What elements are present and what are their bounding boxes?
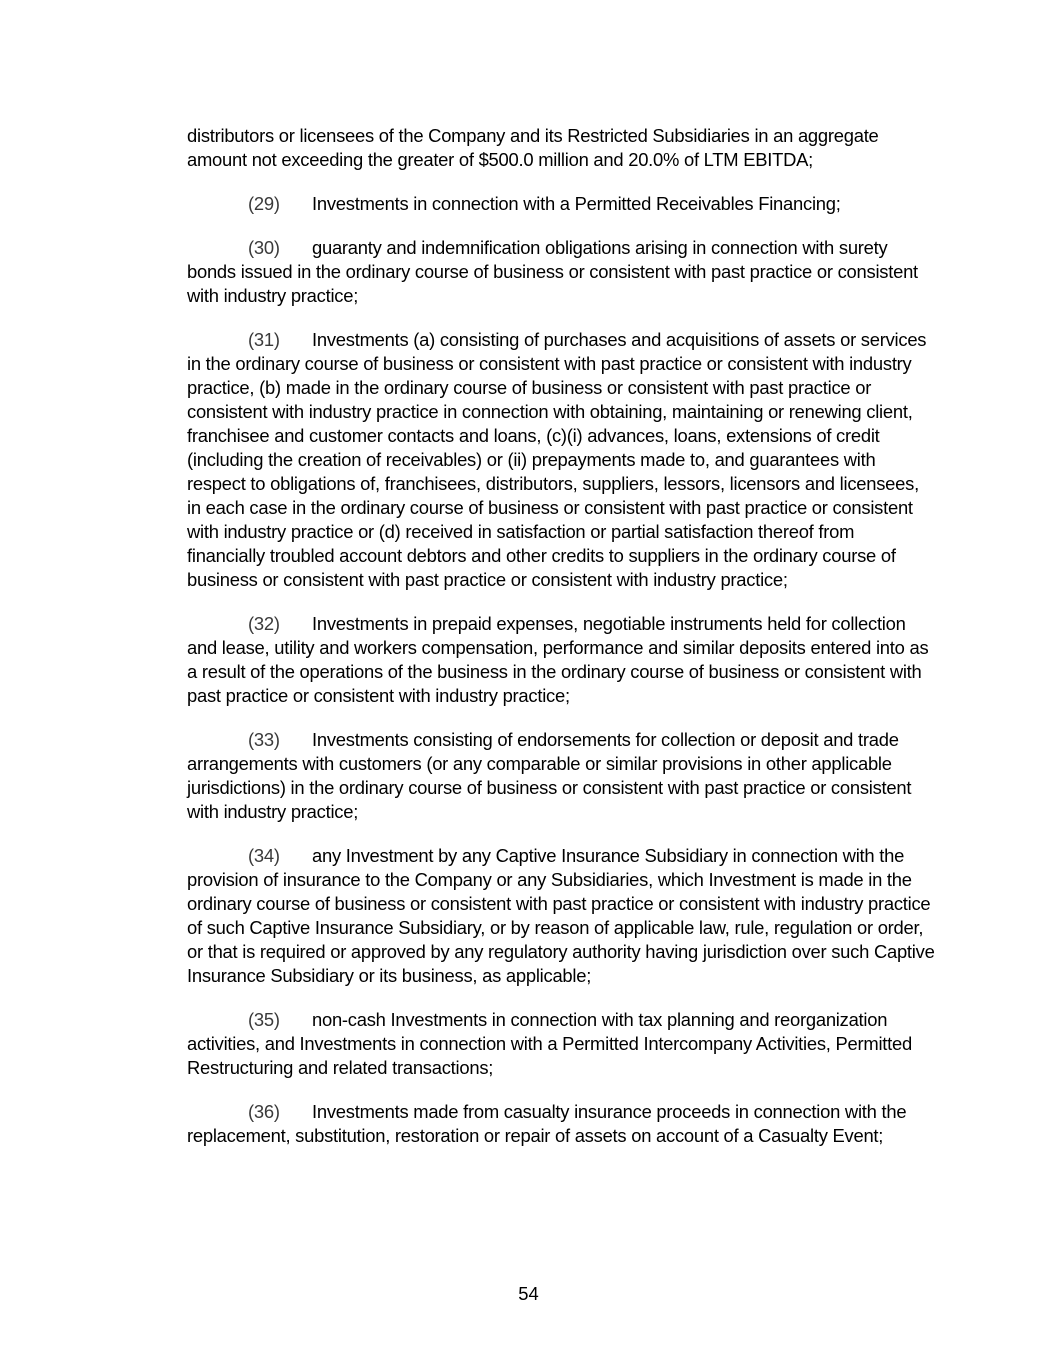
clause-36 [187,1100,935,1148]
clause-number: (36) [248,1101,280,1122]
clause-text: Investments made from casualty insurance proceeds in connection with the replacement, substitution, restoration or repair of assets on account of a Casualty Event; [187,1101,907,1146]
clause-number: (31) [248,329,280,350]
clause-31 [187,328,935,592]
continuation-paragraph: distributors or licensees of the Company and its Restricted Subsidiaries in an aggregate amount not exceeding the greater of $500.0 million and 20.0% of LTM EBITDA; [187,125,879,170]
clause-35 [187,1008,935,1080]
clause-30 [187,236,935,308]
clause-number: (33) [248,729,280,750]
clause-34 [187,844,935,988]
clause-text: Investments in prepaid expenses, negotiable instruments held for collection and lease, utility and workers compensation, performance and similar deposits entered into as a result of the operations of the business in the ordinary course of business or consistent with past practice or consistent with industry practice; [187,613,929,706]
clause-text: guaranty and indemnification obligations arising in connection with surety bonds issued in the ordinary course of business or consistent with past practice or consistent with industry practice; [187,237,918,306]
clause-number: (32) [248,613,280,634]
clause-text: non-cash Investments in connection with tax planning and reorganization activities, and Investments in connection with a Permitted Intercompany Activities, Permitted Restructuring and related transactions; [187,1009,912,1078]
clause-text: Investments (a) consisting of purchases and acquisitions of assets or services in the ordinary course of business or consistent with past practice or consistent with industry practice, (b) made in the ordinary course of business or consistent with past practice or consistent with industry practice in connection with obtaining, maintaining or renewing client, franchisee and customer contacts and loans, (c)(i) advances, loans, extensions of credit (including the creation of receivables) or (ii) prepayments made to, and guarantees with respect to obligations of, franchisees, distributors, suppliers, lessors, licensors and licensees, in each case in the ordinary course of business or consistent with past practice or consistent with industry practice or (d) received in satisfaction or partial satisfaction thereof from financially troubled account debtors and other credits to suppliers in the ordinary course of business or consistent with past practice or consistent with industry practice; [187,329,927,590]
clause-text: Investments consisting of endorsements for collection or deposit and trade arrangements with customers (or any comparable or similar provisions in other applicable jurisdictions) in the ordinary course of business or consistent with past practice or consistent with industry practice; [187,729,912,822]
clause-29 [187,192,935,216]
clause-33 [187,728,935,824]
clause-text: any Investment by any Captive Insurance Subsidiary in connection with the provision of insurance to the Company or any Subsidiaries, which Investment is made in the ordinary course of business or consistent with past practice or consistent with industry practice of such Captive Insurance Subsidiary, or by reason of applicable law, rule, regulation or order, or that is required or approved by any regulatory authority having jurisdiction over such Captive Insurance Subsidiary or its business, as applicable; [187,845,935,986]
clause-number: (29) [248,193,280,214]
body-text [187,124,935,1168]
clause-number: (35) [248,1009,280,1030]
page-number: 54 [518,1283,539,1304]
clause-number: (34) [248,845,280,866]
clause-text: Investments in connection with a Permitted Receivables Financing; [312,193,841,214]
clause-number: (30) [248,237,280,258]
clause-32 [187,612,935,708]
